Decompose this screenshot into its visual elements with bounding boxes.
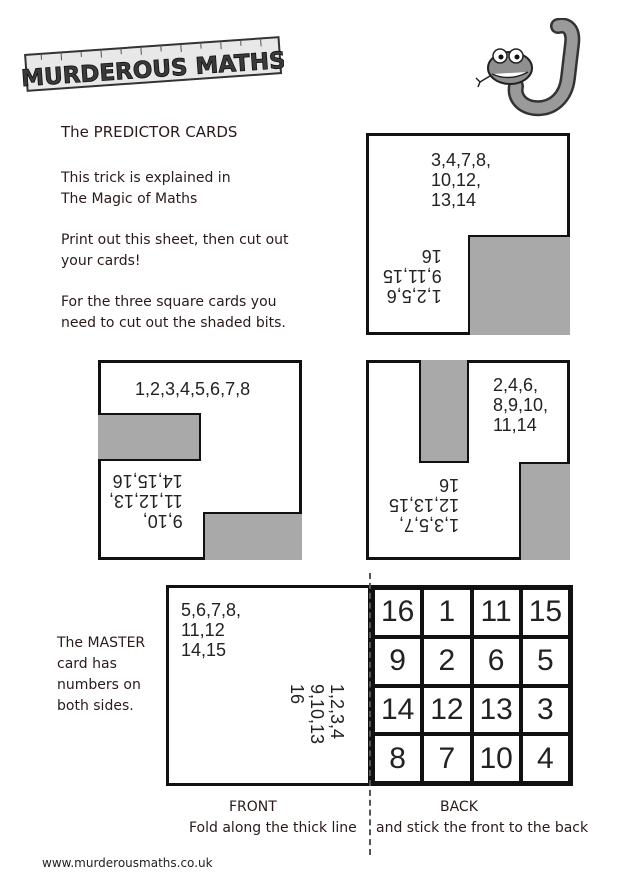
card-a-top-numbers: 3,4,7,8, 10,12, 13,14 (431, 150, 492, 210)
master-card-front (166, 585, 371, 786)
card-c-top-numbers: 2,4,6, 8,9,10, 11,14 (493, 375, 549, 435)
intro-line-5: For the three square cards you (61, 294, 277, 310)
grid-cell: 2 (424, 639, 469, 684)
page-title: The PREDICTOR CARDS (61, 123, 238, 141)
master-note-4: both sides. (57, 698, 134, 714)
grid-cell: 11 (474, 590, 519, 635)
stick-instruction: and stick the front to the back (376, 820, 589, 836)
grid-cell: 16 (375, 590, 420, 635)
grid-cell: 3 (523, 688, 568, 733)
card-c-shaded-right (519, 462, 570, 560)
snake-illustration (470, 18, 590, 118)
card-c-shaded-top (419, 360, 469, 463)
grid-cell: 8 (375, 736, 420, 781)
intro-line-3: Print out this sheet, then cut out (61, 232, 289, 248)
back-label: BACK (440, 799, 478, 815)
intro-line-1: This trick is explained in (61, 170, 231, 186)
grid-cell: 13 (474, 688, 519, 733)
grid-cell: 1 (424, 590, 469, 635)
grid-cell: 5 (523, 639, 568, 684)
card-b-top-numbers: 1,2,3,4,5,6,7,8 (135, 379, 251, 399)
predictor-card-b (98, 360, 302, 560)
predictor-card-c (366, 360, 570, 560)
grid-cell: 10 (474, 736, 519, 781)
master-note-1: The MASTER (57, 635, 146, 651)
card-b-shaded-left (98, 413, 201, 461)
card-b-rotated-numbers: 9,10, 11,12,13, 14,15,16 (109, 471, 183, 531)
master-note-3: numbers on (57, 677, 141, 693)
grid-cell: 15 (523, 590, 568, 635)
card-c-rotated-numbers: 1,3,5,7, 12,13,15 16 (389, 475, 460, 535)
grid-cell: 6 (474, 639, 519, 684)
footer-url[interactable]: www.murderousmaths.co.uk (42, 856, 213, 870)
card-a-shaded-cutout (468, 235, 570, 335)
fold-instruction: Fold along the thick line (189, 820, 357, 836)
murderous-maths-logo (22, 34, 284, 92)
master-card-back-grid (370, 585, 573, 786)
master-front-rotated-numbers: 1,2,3,4 9,10,13 16 (287, 684, 347, 745)
card-b-shaded-bottom (203, 512, 302, 560)
master-note-2: card has (57, 656, 117, 672)
master-front-numbers: 5,6,7,8, 11,12 14,15 (181, 600, 242, 660)
grid-cell: 7 (424, 736, 469, 781)
card-a-rotated-numbers: 1,2,5,6 9,11,15 16 (383, 246, 442, 306)
grid-cell: 14 (375, 688, 420, 733)
front-label: FRONT (229, 799, 277, 815)
grid-cell: 4 (523, 736, 568, 781)
intro-line-4: your cards! (61, 253, 141, 269)
logo-text: MURDEROUS MATHS (22, 47, 284, 92)
grid-cell: 9 (375, 639, 420, 684)
intro-line-6: need to cut out the shaded bits. (61, 315, 286, 331)
predictor-card-a (366, 133, 570, 335)
intro-line-2: The Magic of Maths (61, 191, 198, 207)
grid-cell: 12 (424, 688, 469, 733)
fold-line (369, 573, 371, 855)
